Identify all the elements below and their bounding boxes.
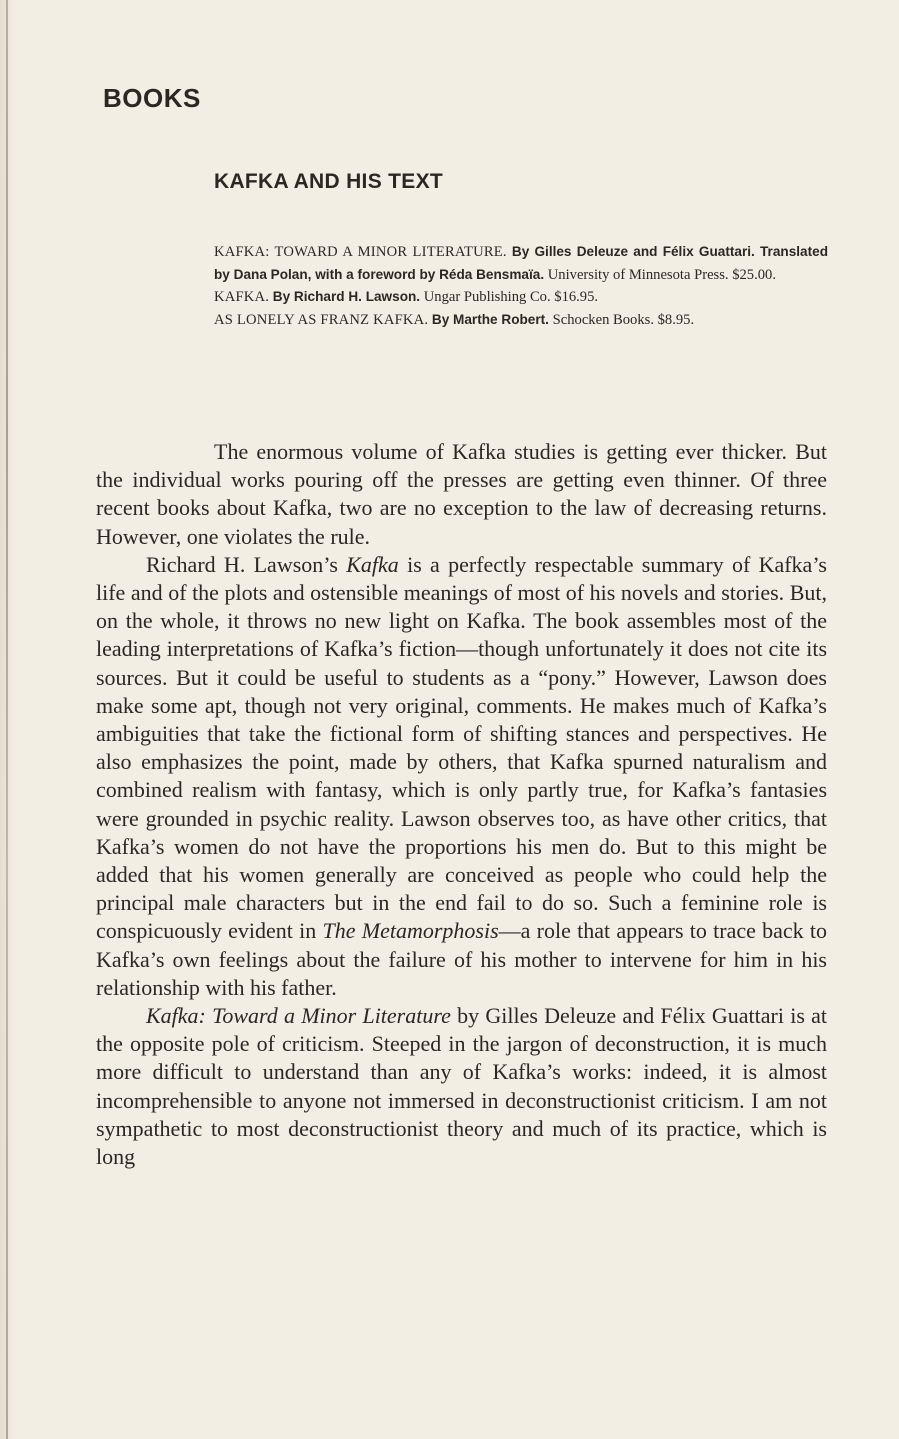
paragraph-text: The enormous volume of Kafka studies is getting ever thicker. But the individual works pouring off the presses are getting even thinner. Of three recent books about Kafka, two are no exception to the law of decreasing returns. However, one violates the rule. (96, 439, 827, 549)
book-publisher: University of Minnesota Press. $25.00. (547, 266, 776, 283)
paragraph-text: by Gilles Deleuze and Félix Guattari is at the opposite pole of criticism. Steeped in the jargon of deconstruction, it is much more difficult to understand than any of Kafka’s works: indeed, it is almost incomprehensible to anyone not immersed in deconstructionist criticism. I am not sympathetic to most deconstructionist theory and much of its practice, which is long (96, 1003, 828, 1170)
book-entry (214, 286, 828, 309)
italic-book-title: The Metamorphosis (322, 918, 499, 944)
book-title: KAFKA: TOWARD A MINOR LITERATURE. (214, 244, 507, 260)
book-title: KAFKA. (214, 289, 270, 305)
body-paragraph (96, 1002, 827, 1171)
book-byline: By Gilles Deleuze and Félix Guattari. Translated by Dana Polan, with a foreword by Réda Bensmaïa. (214, 244, 828, 282)
page-gutter-edge (6, 0, 8, 1439)
book-entry (214, 241, 828, 286)
italic-book-title: Kafka (346, 551, 399, 577)
section-heading: BOOKS (103, 83, 201, 113)
book-title: AS LONELY AS FRANZ KAFKA. (214, 311, 429, 328)
paragraph-text: —a role that appears to trace back to Kafka’s own feelings about the failure of his mother to intervene for him in his relationship with his father. (96, 918, 828, 1000)
book-byline: By Richard H. Lawson. (272, 289, 421, 304)
body-paragraph (96, 551, 827, 1002)
reviewed-books-list (214, 241, 828, 331)
article-body (96, 438, 827, 1171)
book-byline: By Marthe Robert. (431, 311, 549, 327)
article-title: KAFKA AND HIS TEXT (214, 170, 444, 193)
paragraph-text: is a perfectly respectable summary of Kafka’s life and of the plots and ostensible meanings of most of his novels and stories. But, on the whole, it throws no new light on Kafka. The book assembles most of the leading interpretations of Kafka’s fiction—though unfortunately it does not cite its sources. But it could be useful to students as a “pony.” However, Lawson does make some apt, though not very original, comments. He makes much of Kafka’s ambiguities that take the fictional form of shifting stances and perspectives. He also emphasizes the point, made by others, that Kafka spurned naturalism and combined realism with fantasy, which is only partly true, for Kafka’s fantasies were grounded in psychic reality. Lawson observes too, as have other critics, that Kafka’s women do not have the proportions his men do. But to this might be added that his women generally are conceived as people who could help the principal male characters but in the end fail to do so. Such a feminine role is conspicuously evident in (96, 551, 827, 944)
italic-book-title: Kafka: Toward a Minor Literature (146, 1003, 451, 1029)
book-entry (214, 309, 828, 332)
book-publisher: Ungar Publishing Co. $16.95. (423, 289, 599, 305)
book-spine-shadow (0, 0, 14, 1439)
book-publisher: Schocken Books. $8.95. (552, 311, 695, 328)
paragraph-text: Richard H. Lawson’s (146, 551, 347, 577)
body-paragraph (96, 438, 827, 551)
